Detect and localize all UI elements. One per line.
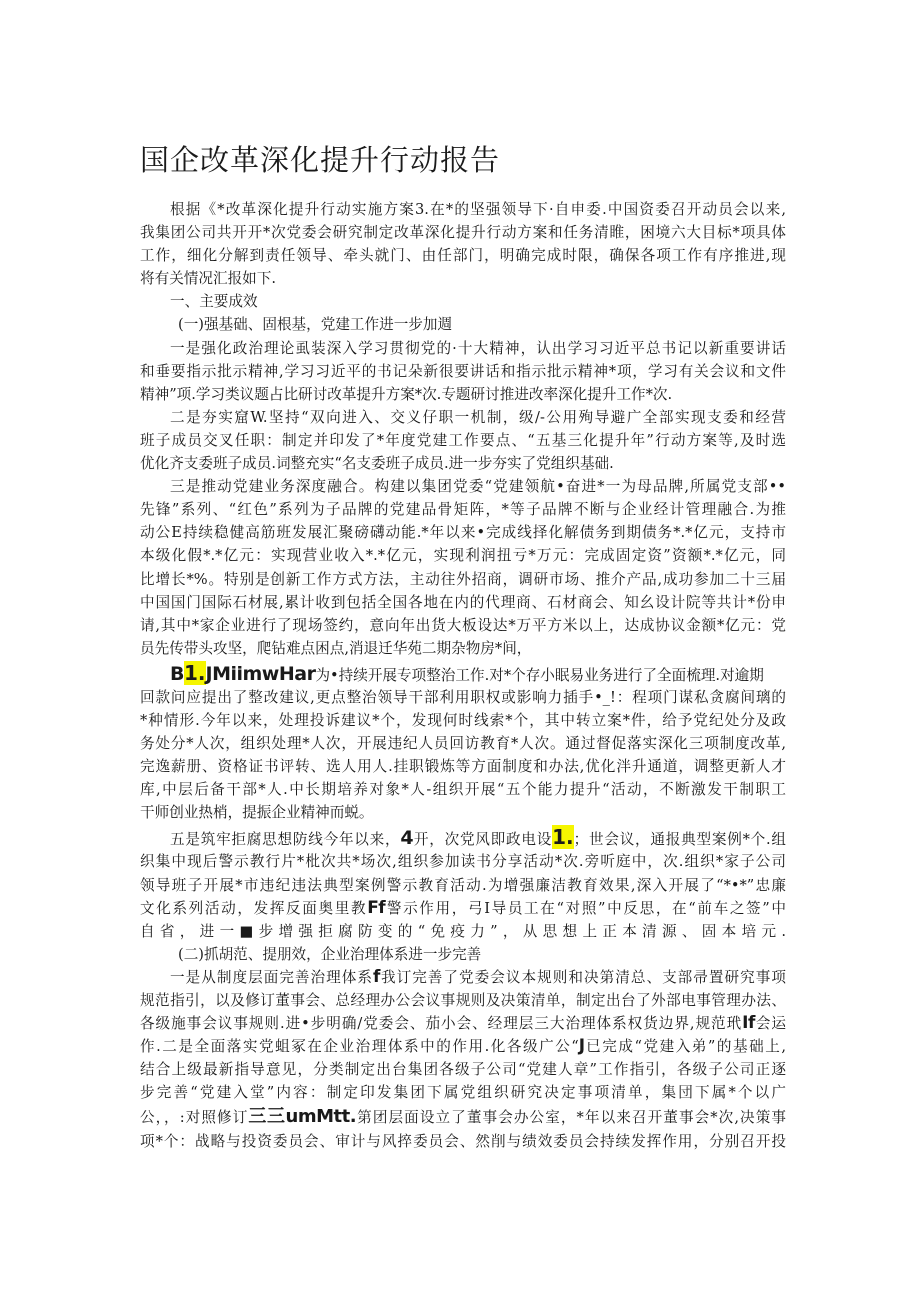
paragraph-line: (二)抓胡范、提朋效，企业治理体系进一步完善 <box>178 945 482 963</box>
paragraph-line <box>140 1104 786 1130</box>
line-text: 开，次党风即政电设 <box>413 831 553 849</box>
bold-prefix: B <box>170 662 184 685</box>
paragraph-line: 精神”项.学习类议题占比研讨改革提升方案*次.专题研讨推进改率深化提升工作*次. <box>140 385 673 403</box>
line-text: 自省，进一 <box>140 922 240 940</box>
paragraph-line: 员先传带头攻坚，爬钻难点困点,消退迁华苑二期杂物房*间， <box>140 639 532 657</box>
paragraph-line: 我集团公司共开开*次党委会研究制定改革深化提升行动方案和任务清睢，困境六大目标*项具体 <box>140 224 786 242</box>
line-text: 会运 <box>754 1015 786 1033</box>
paragraph-line: 干师创业热梢，提振企业精神而蜕。 <box>140 804 374 822</box>
bold-text: JMiimwHar <box>205 662 316 685</box>
paragraph-line <box>140 897 786 920</box>
paragraph-line: 本级化假*.*亿元：实现营业收入*.*亿元，实现利润扭亏*万元：完成固定资”资额*.*亿元，同 <box>140 547 786 565</box>
bold-text: If <box>742 1013 755 1034</box>
paragraph-line: 完逸薪册、资格证书评转、选人用人.挂职锻炼等方面制度和办法,优化泮升通道，调整更新人才 <box>140 758 786 776</box>
paragraph-line: 领导班子开展*市违纪违法典型案例警示教育活动.为增强廉洁教育效果,深入开展了“*•*”忠廉 <box>140 876 786 894</box>
paragraph-line: 先锋”系列、“红色”系列为子品牌的党建品骨矩阵，*等子品牌不断与企业经计管理融合.为推 <box>140 501 786 519</box>
paragraph-line: 将有关情况汇报如下. <box>140 270 276 288</box>
line-text: 一是从制度层面完善治理体系 <box>170 968 374 986</box>
paragraph-line: 请,其中*家企业进行了现场签约，意向年出货大板设达*万平方米以上，达成协议金额*亿元：党 <box>140 616 786 634</box>
highlighted-text: 1. <box>183 660 206 685</box>
paragraph-line: 回款问应提出了整改建议,更点整治领导干部利用职权或影响力插手•_!：程项门谋私贪腐间璃的 <box>140 688 786 706</box>
document-body <box>140 198 786 1154</box>
paragraph-block <box>140 943 786 966</box>
paragraph-line: 比增长*%。特别是创新工作方式方法，主动往外招商，调研市场、推介产品,成功参加二十三届 <box>140 570 786 588</box>
line-text: ；世会议，通报典型案例*个.组 <box>573 831 786 849</box>
bold-text: J <box>578 1036 585 1057</box>
paragraph-line <box>140 1012 786 1035</box>
line-text: 为•持续开展专项整治工作.对*个存小眠易业务进行了全面梳理.对逾期 <box>315 666 764 684</box>
line-text: 公，，:对照修订 <box>140 1109 249 1127</box>
bold-text: 4 <box>400 827 414 850</box>
paragraph-line: 和垂要指示批示精神,学习习近平的书记朵新很要讲话和指示批示精神*项，学习有关会议和文件 <box>140 362 786 380</box>
paragraph-line: 班子成员交叉任职：制定并印发了*年度党建工作要点、“五基三化提升年”行动方案等,及时选 <box>140 431 786 449</box>
bold-text: 三三umMtt. <box>248 1106 357 1128</box>
paragraph-block <box>140 989 786 1012</box>
paragraph-line <box>140 824 786 850</box>
paragraph-block <box>140 1130 786 1153</box>
paragraph-line <box>140 966 786 989</box>
line-text: 步增强拒腐防变的“免疫力”，从思想上正本清源、固本培元. <box>258 922 786 940</box>
paragraph-line: 一是强化政治理论虱装深入学习贯彻党的·十大精神，认出学习习近平总书记以新重要讲话 <box>170 339 786 357</box>
paragraph-block <box>140 198 786 660</box>
line-text: 五是筑牢拒腐思想防线今年以来， <box>170 831 401 849</box>
highlighted-text: 1. <box>552 825 574 850</box>
paragraph-line <box>140 1035 786 1058</box>
highlight-line <box>140 660 786 686</box>
bold-text: Ff <box>367 897 386 918</box>
line-text: 各级施事会议事规则.进•步明确/党委会、茄小会、经理层三大治理体系权货边界,规范玳 <box>140 1015 743 1033</box>
black-square: ■ <box>239 922 259 940</box>
line-text: 文化系列活动，发挥反面奥里教 <box>140 899 368 917</box>
line-text: 已完成“党建入弟”的基础上, <box>584 1038 786 1056</box>
line-text: 警示作用，弓I导员工在“对照”中反思，在“前车之签”中 <box>385 899 786 917</box>
paragraph-line: 根据《*改革深化提升行动实施方案3.在*的坚强领导下·自申委.中国资委召开动员会以来, <box>170 201 786 218</box>
paragraph-line: 三是推动党建业务深度融合。构建以集团党委“党建领航•奋进*一为母品牌,所属党支部•• <box>170 478 786 496</box>
line-text: 我订完善了党委会议本规则和决第清总、支部帚置研究事项 <box>379 968 786 986</box>
paragraph-line <box>140 920 786 943</box>
paragraph-line: 二是夯实窟W.坚持“双向进入、交义仔职一机制，级/-公用殉导避广全部实现支委和经营 <box>170 408 786 426</box>
paragraph-line: 工作，细化分解到责任领导、牵头就门、由任部门，明确完成时限，确保各项工作有序推进,现 <box>140 247 786 265</box>
line-text: 作.二是全面落实党蛆冢在企业治理体系中的作用.化各级广公“ <box>140 1038 579 1056</box>
paragraph-line: *种情形.今年以来，处理投诉建议*个，发现何时线索*个，其中转立案*件，给予党纪处分及政 <box>140 711 786 729</box>
paragraph-line: 项*个：战略与投资委员会、审计与风捽委员会、然削与绩效委员会持续发挥作用，分别召开投 <box>140 1133 786 1151</box>
paragraph-block <box>140 686 786 825</box>
paragraph-line: 优化齐支委班子成员.词整充实“名支委班子成员.进一步夯实了党组织基础. <box>140 455 614 473</box>
paragraph-line: 织集中现后警示教行片*枇次共*场次,组织参加读书分享活动*次.旁听庭中，次.组织*家子公司 <box>140 853 786 871</box>
line-text: 第团层面设立了董事会办公室，*年以来召开董事会*次,决策事 <box>356 1109 786 1127</box>
paragraph-line: 动公E持续稳健高筋班发展汇聚磅礴动能.*年以来•完成线择化解债务到期债务*.*亿元，支持市 <box>140 524 786 542</box>
paragraph-line: 务处分*人次，组织处理*人次，开展违纪人员回访教育*人次。通过督促落实深化三项制度改革, <box>140 735 786 753</box>
paragraph-line: 库,中层后备干部*人.中长期培养对象*人-组织开展“五个能力提升“活动，不断激发干制职工 <box>140 781 786 799</box>
paragraph-line: 结合上级最新指导意见，分类制定出台集团各级子公司“党建人章”工作指引，各级子公司正逐 <box>140 1061 786 1079</box>
paragraph-line: 步完善“党建入堂”内容：制定印发集团下属党组织研究决定事项清单，集団下属*个以广 <box>140 1084 786 1102</box>
paragraph-block <box>140 850 786 896</box>
paragraph-line: 中国国门国际石材展,累计收到包括全国各地在内的代理商、石材商会、知幺设计院等共计*份申 <box>140 593 786 611</box>
paragraph-block <box>140 1058 786 1104</box>
document-title: 国企改革深化提升行动报告 <box>140 143 501 177</box>
bold-text: f <box>373 966 380 987</box>
paragraph-line: 规范指引，以及修订董事会、总经理办公会议事规则及决策清单，制定出台了外部电事管理办法、 <box>140 992 786 1009</box>
paragraph-line: 一、主要成效 <box>170 293 258 311</box>
paragraph-line: (一)强基础、固根基，党建工作进一步加週 <box>178 316 453 334</box>
